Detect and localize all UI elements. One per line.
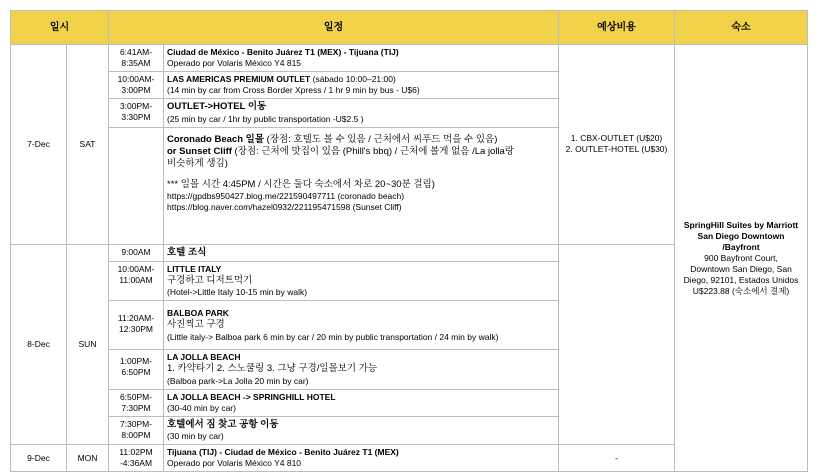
header-lodging: 숙소	[675, 11, 808, 45]
hotel-name: SpringHill Suites by Marriott	[683, 219, 799, 230]
header-row	[11, 11, 808, 45]
activity-note: Operado por Volaris México Y4 810	[167, 458, 302, 469]
activity-note: (14 min by car from Cross Border Xpress / 1 hr 9 min by bus - U$6)	[167, 85, 420, 96]
time-cell	[109, 99, 164, 127]
header-cost: 예상비용	[559, 11, 675, 45]
activity-note: 1. 카약타기 2. 스노쿨링 3. 그냥 구경/일몰보기 가능	[167, 363, 378, 375]
activity-note: (Balboa park->La Jolla 20 min by car)	[167, 375, 309, 386]
activity-cell	[164, 99, 559, 127]
activity-title: LITTLE ITALY	[167, 263, 222, 274]
hotel-price: U$223.88 (숙소에서 결제)	[692, 285, 790, 296]
activity-cell	[164, 350, 559, 389]
time-start: 6:41AM-	[119, 47, 153, 57]
time-end: 3:00PM	[121, 85, 151, 96]
time-start: 11:20AM-	[117, 313, 155, 324]
activity-pros: (장점: 호텔도 볼 수 있음 / 근처에서 씨푸드 먹을 수 있음)	[264, 133, 498, 145]
hotel-address: 900 Bayfront Court,	[704, 252, 778, 263]
cost-cell: -	[559, 445, 675, 472]
activity-cell	[164, 127, 559, 244]
time-end: 7:30PM	[121, 402, 151, 413]
activity-note: *** 일몰 시간 4:45PM / 시간은 둘다 숙소에서 차로 20~30분 걸림)	[167, 178, 435, 190]
time-cell	[109, 350, 164, 389]
hotel-address: Downtown San Diego, San	[690, 263, 792, 274]
activity-note: (25 min by car / 1hr by public transportation -U$2.5 )	[167, 113, 364, 124]
hotel-name: San Diego Downtown	[697, 230, 785, 241]
time-cell	[109, 389, 164, 416]
activity-title: OUTLET->HOTEL 이동	[167, 101, 267, 113]
weekday-cell: SUN	[67, 244, 109, 445]
time-end: 8:00PM	[121, 429, 151, 440]
weekday-cell: MON	[67, 445, 109, 472]
cost-cell-empty	[559, 244, 675, 445]
table-row	[11, 45, 808, 72]
cost-item: 1. CBX-OUTLET (U$20)	[570, 133, 663, 144]
time-start: 9:00AM	[121, 246, 151, 257]
activity-title: LA JOLLA BEACH -> SPRINGHILL HOTEL	[167, 391, 336, 402]
activity-note: (Hotel->Little Italy 10-15 min by walk)	[167, 287, 308, 298]
activity-hours: (sábado 10:00–21:00)	[310, 74, 396, 85]
header-schedule: 일정	[109, 11, 559, 45]
time-start: 7:30PM-	[119, 418, 153, 429]
activity-cell	[164, 244, 559, 261]
activity-cell	[164, 45, 559, 72]
activity-title: LA JOLLA BEACH	[167, 352, 241, 363]
time-start: 10:00AM-	[117, 74, 155, 85]
time-cell	[109, 301, 164, 350]
header-date: 일시	[11, 11, 109, 45]
activity-title: Tijuana (TIJ) - Ciudad de México - Benito Juárez T1 (MEX)	[167, 447, 399, 458]
activity-cell	[164, 261, 559, 300]
activity-title: BALBOA PARK	[167, 308, 229, 319]
activity-title: Ciudad de México - Benito Juárez T1 (MEX) - Tijuana (TIJ)	[167, 47, 399, 57]
time-start: 6:50PM-	[119, 391, 153, 402]
activity-note: Operado por Volaris México Y4 815	[167, 58, 302, 69]
activity-cell	[164, 389, 559, 416]
time-end: 12:30PM	[118, 324, 154, 335]
time-end: 8:35AM	[121, 58, 151, 69]
activity-cell	[164, 445, 559, 472]
activity-note: 구경하고 디저트먹기	[167, 274, 253, 286]
time-end: -4:36AM	[119, 458, 153, 469]
cost-cell	[559, 45, 675, 245]
time-end: 11:00AM	[119, 274, 153, 285]
activity-note: (30 min by car)	[167, 431, 224, 442]
time-start: 10:00AM-	[117, 263, 155, 274]
activity-note: (Little italy-> Balboa park 6 min by car / 20 min by public transportation / 24 min by walk)	[167, 331, 499, 342]
blog-link[interactable]: https://blog.naver.com/hazel0932/221195471598 (Sunset Cliff)	[167, 202, 402, 212]
activity-title: 호텔에서 짐 찾고 공항 이동	[167, 418, 279, 430]
activity-alt-title: or Sunset Cliff	[167, 145, 232, 157]
activity-note: 사진찍고 구경	[167, 319, 225, 331]
time-end: 3:30PM	[121, 112, 151, 123]
hotel-address: Diego, 92101, Estados Unidos	[683, 274, 799, 285]
activity-cell	[164, 416, 559, 444]
date-cell: 7-Dec	[11, 45, 67, 245]
lodging-cell	[675, 45, 808, 472]
activity-title: Coronado Beach 일몰	[167, 133, 265, 145]
activity-title: LAS AMERICAS PREMIUM OUTLET	[167, 74, 311, 85]
time-cell	[109, 72, 164, 99]
time-cell	[109, 127, 164, 244]
time-cell	[109, 45, 164, 72]
date-cell: 8-Dec	[11, 244, 67, 445]
itinerary-table	[10, 10, 808, 472]
weekday-cell: SAT	[67, 45, 109, 245]
spacer	[167, 171, 555, 179]
activity-note: 비슷하게 생김)	[167, 158, 228, 170]
time-cell	[109, 416, 164, 444]
activity-cell	[164, 301, 559, 350]
hotel-name: /Bayfront	[722, 241, 760, 252]
time-cell	[109, 244, 164, 261]
activity-title: 호텔 조식	[167, 246, 207, 258]
time-end: 6:50PM	[121, 367, 151, 378]
activity-note: (30-40 min by car)	[167, 402, 236, 413]
time-cell	[109, 261, 164, 300]
time-start: 1:00PM-	[119, 356, 153, 367]
date-cell: 9-Dec	[11, 445, 67, 472]
blog-link[interactable]: https://gpdbs950427.blog.me/221590497711 (coronado beach)	[167, 190, 405, 201]
cost-item: 2. OUTLET-HOTEL (U$30)	[565, 144, 668, 155]
time-start: 11:02PM	[119, 447, 153, 458]
time-cell	[109, 445, 164, 472]
activity-pros: (장점: 근처에 맛집이 있음 (Phill's bbq) / 근처에 볼게 없음 /La jolla랑	[231, 145, 515, 157]
activity-cell	[164, 72, 559, 99]
time-start: 3:00PM-	[119, 101, 153, 112]
